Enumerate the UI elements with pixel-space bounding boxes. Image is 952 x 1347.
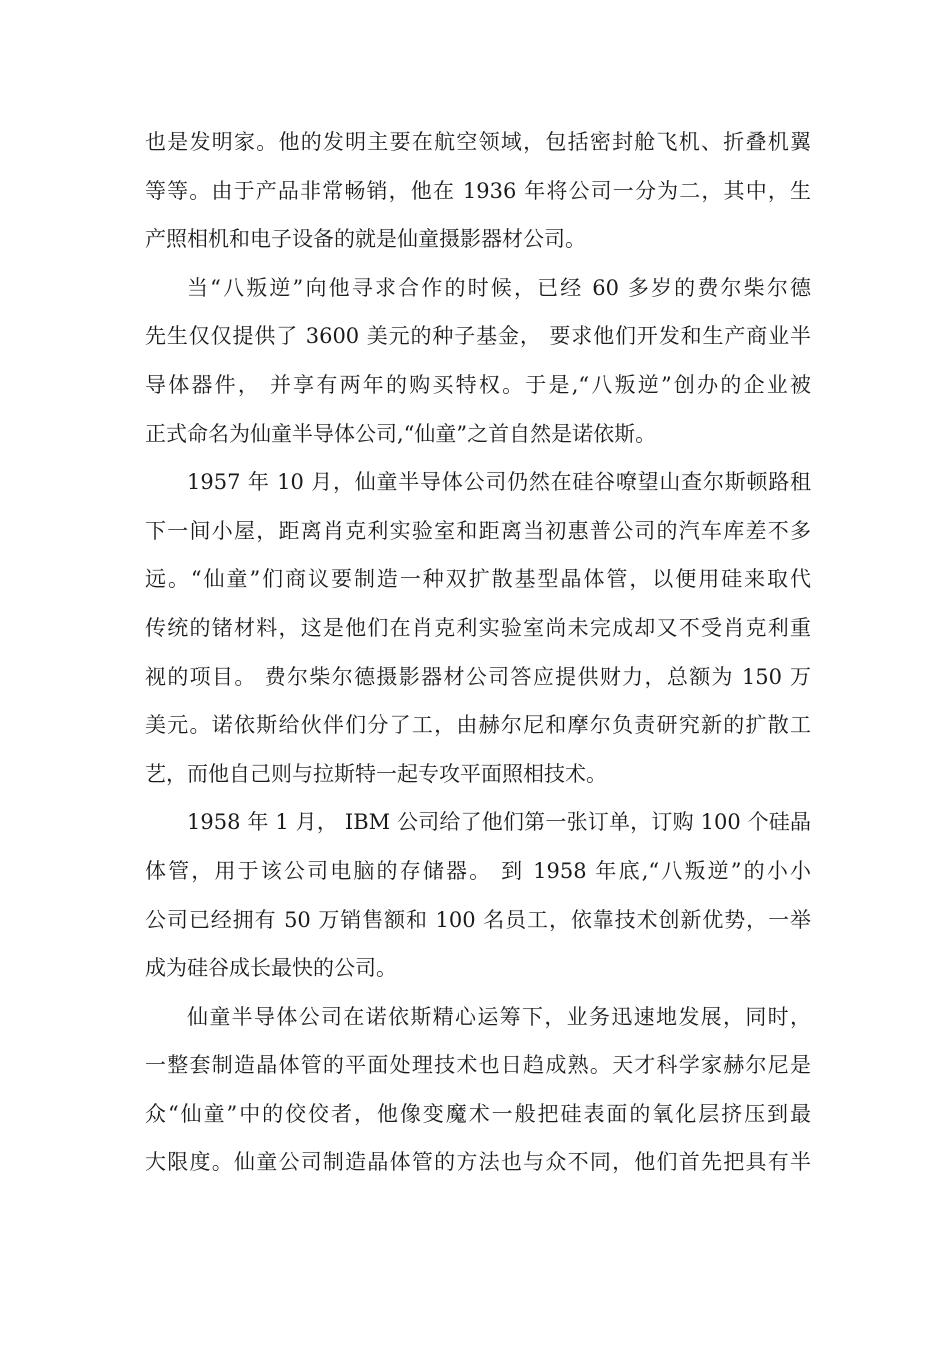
text-line: 远。“仙童”们商议要制造一种双扩散基型晶体管，以便用硅来取代	[145, 567, 811, 592]
body-text	[145, 118, 811, 1187]
text-line: 导体器件， 并享有两年的购买特权。于是,“八叛逆”创办的企业被	[145, 372, 811, 397]
text-line: 先生仅仅提供了 3600 美元的种子基金， 要求他们开发和生产商业半	[145, 324, 811, 349]
text-line: 体管，用于该公司电脑的存储器。 到 1958 年底,“八叛逆”的小小	[145, 858, 811, 883]
text-line: 正式命名为仙童半导体公司,“仙童”之首自然是诺依斯。	[145, 421, 657, 446]
text-line: 一整套制造晶体管的平面处理技术也日趋成熟。天才科学家赫尔尼是	[145, 1053, 811, 1078]
text-line: 当“八叛逆”向他寻求合作的时候，已经 60 多岁的费尔柴尔德	[187, 275, 811, 300]
text-line: 视的项目。 费尔柴尔德摄影器材公司答应提供财力，总额为 150 万	[145, 664, 811, 689]
text-line: 艺，而他自己则与拉斯特一起专攻平面照相技术。	[145, 761, 607, 786]
text-line: 传统的锗材料，这是他们在肖克利实验室尚未完成却又不受肖克利重	[145, 615, 811, 640]
text-line: 1958 年 1 月， IBM 公司给了他们第一张订单，订购 100 个硅晶	[187, 810, 811, 835]
text-line: 大限度。仙童公司制造晶体管的方法也与众不同，他们首先把具有半	[145, 1150, 811, 1175]
text-line: 等等。由于产品非常畅销，他在 1936 年将公司一分为二，其中，生	[145, 178, 811, 203]
text-line: 1957 年 10 月，仙童半导体公司仍然在硅谷嘹望山查尔斯顿路租	[187, 470, 811, 495]
text-line: 美元。诺依斯给伙伴们分了工，由赫尔尼和摩尔负责研究新的扩散工	[145, 713, 811, 738]
text-line: 公司已经拥有 50 万销售额和 100 名员工，依靠技术创新优势，一举	[145, 907, 811, 932]
text-line: 产照相机和电子设备的就是仙童摄影器材公司。	[145, 227, 586, 252]
text-line: 成为硅谷成长最快的公司。	[145, 956, 397, 981]
text-line: 众“仙童”中的佼佼者，他像变魔术一般把硅表面的氧化层挤压到最	[145, 1101, 811, 1126]
text-line: 也是发明家。他的发明主要在航空领域，包括密封舱飞机、折叠机翼	[145, 130, 811, 154]
text-line: 仙童半导体公司在诺依斯精心运筹下，业务迅速地发展，同时，	[187, 1004, 811, 1029]
text-line: 下一间小屋，距离肖克利实验室和距离当初惠普公司的汽车库差不多	[145, 518, 811, 543]
